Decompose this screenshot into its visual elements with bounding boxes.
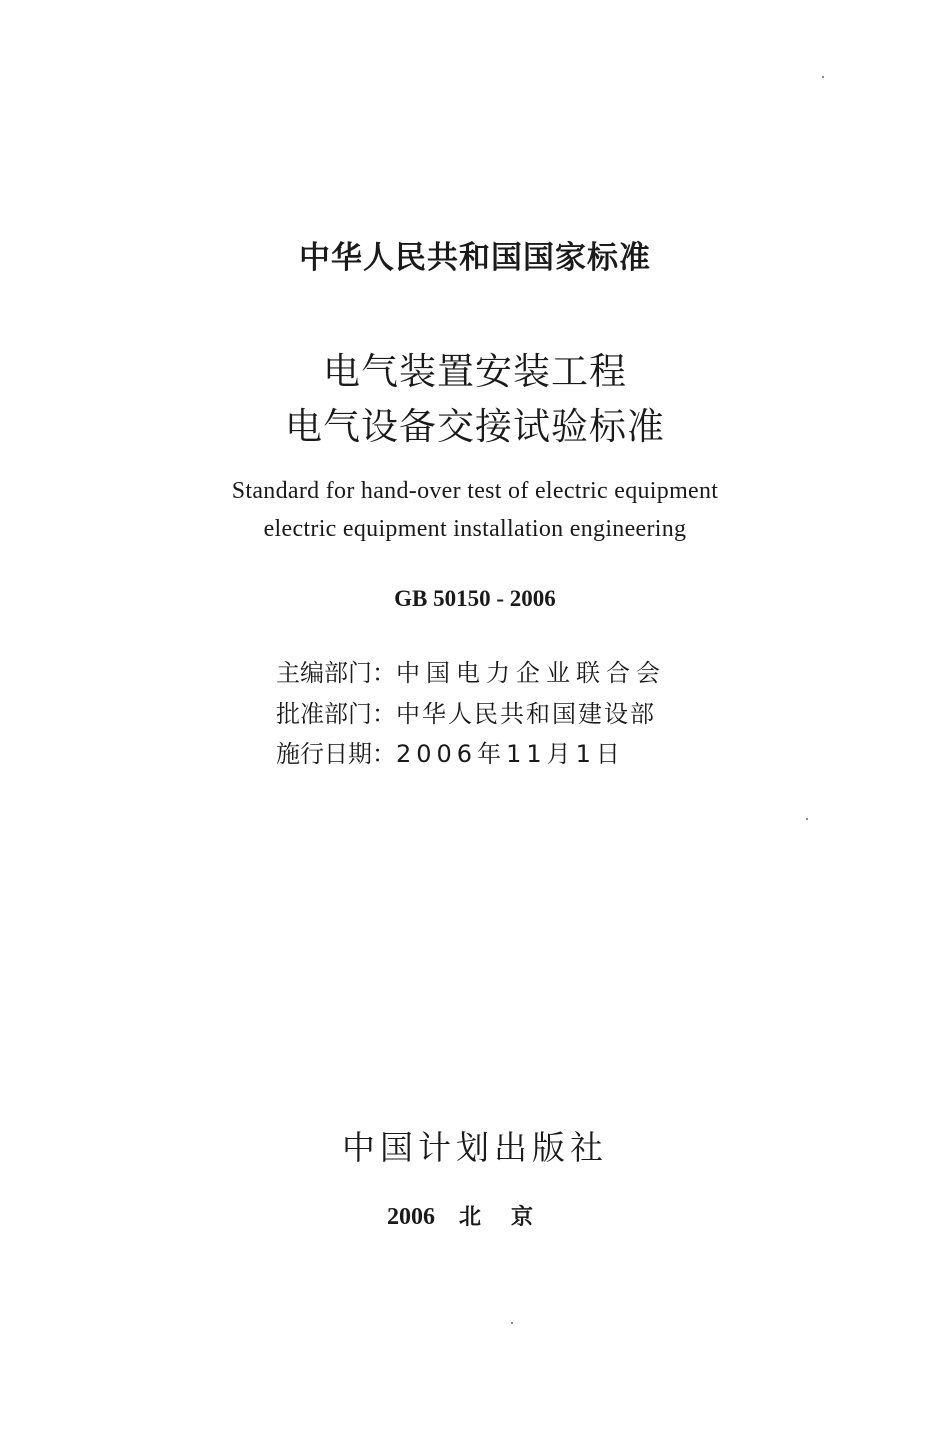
meta-effective-label: 施行日期： (276, 740, 396, 768)
imprint-year: 2006 (386, 1204, 435, 1230)
title-cn-line2: 电气设备交接试验标准 (285, 405, 665, 448)
meta-effective-value: 2006年11月1日 (396, 740, 625, 768)
meta-approver-value: 中华人民共和国建设部 (396, 700, 656, 728)
title-cn-line1: 电气装置安装工程 (323, 350, 627, 393)
publisher-name: 中国计划出版社 (342, 1128, 608, 1167)
standard-code: GB 50150 - 2006 (394, 586, 556, 611)
meta-editor (276, 653, 776, 688)
scan-speck (806, 818, 808, 820)
imprint (0, 1200, 950, 1231)
meta-approver-label: 批准部门： (276, 700, 396, 728)
title-en-line2: electric equipment installation engineering (263, 516, 687, 542)
title-en-line1: Standard for hand-over test of electric equipment (231, 478, 719, 504)
meta-editor-value: 中国电力企业联合会 (396, 659, 666, 687)
meta-editor-label: 主编部门： (276, 659, 396, 687)
meta-approver (276, 694, 776, 729)
imprint-city: 北京 (458, 1205, 563, 1230)
meta-effective-date (276, 734, 776, 769)
scan-speck (822, 76, 824, 78)
scan-speck (511, 1322, 513, 1324)
series-title: 中华人民共和国国家标准 (299, 240, 651, 276)
